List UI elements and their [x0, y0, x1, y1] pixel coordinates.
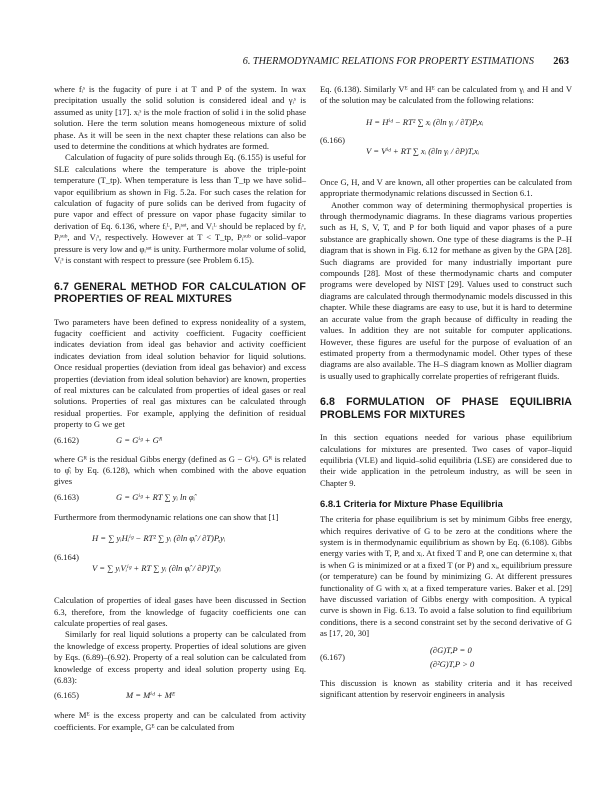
equation-line-2: (∂²G)T,P > 0 — [430, 658, 475, 669]
section-heading-6-7: 6.7 GENERAL METHOD FOR CALCULATION OF PROPERTIES OF REAL MIXTURES — [54, 280, 306, 305]
equation-number: (6.165) — [54, 690, 79, 701]
equation-line-1: (∂G)T,P = 0 — [430, 644, 472, 655]
running-header — [0, 56, 604, 72]
paragraph: Eq. (6.138). Similarly Vᴱ and Hᴱ can be calculated from γᵢ and H and V of the solution may be calculated from the following relations: — [320, 84, 572, 106]
equation-number: (6.164) — [54, 552, 79, 563]
left-column — [54, 84, 306, 733]
paragraph: The criteria for phase equilibrium is set by minimum Gibbs free energy, which requires derivative of G to be zero at the conditions where the system is in thermodynamic equilibrium as shown by Eq. (6.108). Gibbs energy varies with T, P, and xᵢ. At fixed T and P, one can determine xᵢ that is when G is minimized or at a fixed T (or P) and xᵢ, equilibrium pressure (or temperature) can be found by minimizing G. At different pressures functionality of G with xᵢ at a fixed temperature varies. Baker et al. [29] have discussed variation of Gibbs energy with composition. A typical curve is shown in Fig. 6.13. To avoid a false solution to find equilibrium conditions, there is a second constraint set by the second derivative of G as [17, 20, 30] — [320, 514, 572, 639]
equation-body: G = Gⁱᵍ + RT ∑ yᵢ ln φ̂ᵢ — [116, 491, 195, 502]
paragraph: where Mᴱ is the excess property and can be calculated from activity coefficients. For example, Gᴱ can be calculated from — [54, 710, 306, 732]
section-heading-6-8: 6.8 FORMULATION OF PHASE EQUILIBRIA PROBLEMS FOR MIXTURES — [320, 396, 572, 421]
equation-body-h: H = ∑ yᵢHᵢⁱᵍ − RT² ∑ yᵢ (∂ln φ̂ᵢ / ∂T)P,yᵢ — [92, 533, 226, 544]
equation-body-v: V = Vⁱᵈ + RT ∑ xᵢ (∂ln γᵢ / ∂P)T,xᵢ — [366, 145, 480, 156]
equation-6-163 — [54, 492, 306, 508]
equation-6-162 — [54, 435, 306, 450]
equation-body: M = Mⁱᵈ + Mᴱ — [126, 690, 176, 701]
paragraph: Two parameters have been defined to express nonideality of a system, fugacity coefficient and activity coefficient. Fugacity coefficient indicates deviation from ideal gas behavior and activity coefficient indicates deviation from ideal solution behavior for liquid solutions. Once residual properties (deviation from ideal gas behavior) and excess properties (deviation from ideal solution behavior) are known, properties of real mixtures can be calculated from properties of ideal gases or real solutions. Properties of real gas mixtures can be calculated through residual properties. For example, applying the definition of residual property to G we get — [54, 316, 306, 430]
paragraph: where Gᴿ is the residual Gibbs energy (defined as G − Gⁱᵍ). Gᴿ is related to φ̂ᵢ by Eq. (6.128), which when combined with the above equation gives — [54, 453, 306, 487]
paragraph: In this section equations needed for various phase equilibrium calculations for mixtures are presented. Two cases of vapor–liquid equilibria (VLE) and liquid–solid equilibria (LSE) are considered due to their wide application in the petroleum industry, as will be seen in Chapter 9. — [320, 432, 572, 488]
equation-6-167 — [320, 644, 572, 674]
equation-body-v: V = ∑ yᵢVᵢⁱᵍ + RT ∑ yᵢ (∂ln φ̂ᵢ / ∂P)T,yᵢ — [92, 563, 221, 574]
paragraph: Calculation of properties of ideal gases have been discussed in Section 6.3, therefore, from the knowledge of fugacity coefficients one can calculate properties of real gases. — [54, 595, 306, 628]
paragraph: Furthermore from thermodynamic relations one can show that [1] — [54, 511, 279, 522]
right-column — [320, 84, 572, 700]
page-number: 263 — [553, 56, 569, 67]
equation-number: (6.163) — [54, 491, 79, 502]
paragraph: This discussion is known as stability criteria and it has received significant attention by reservoir engineers in analysis — [320, 677, 572, 700]
equation-body: G = Gⁱᵍ + Gᴿ — [116, 434, 163, 445]
paragraph: Once G, H, and V are known, all other properties can be calculated from appropriate thermodynamic relations discussed in Section 6.1. — [320, 176, 572, 199]
paragraph: where fᵢˢ is the fugacity of pure i at T and P of the system. In wax precipitation usually the solid solution is considered ideal and γᵢˢ is assumed as unity [17]. xᵢˢ is the mole fraction of solid i in the solid phase solution. Here the term solution means homogeneous mixture of solid phase. As it will be seen in the next chapter these relations can also be used to determine the conditions at which hydrates are formed. — [54, 84, 306, 152]
paragraph: Calculation of fugacity of pure solids through Eq. (6.155) is useful for SLE calculations where the temperature is above the triple-point temperature (T_tp). When temperature is less than T_tp we have solid–vapor equilibrium as shown in Fig. 5.2a. For such cases the relation for calculation of fugacity of pure solids can be derived from fugacity of pure vapor and effect of pressure on vapor phase fugacity similar to derivation of Eq. 6.136, where fᵢᴸ, Pᵢˢᵃᵗ, and Vᵢᴸ should be replaced by fᵢˢ, Pᵢˢᵘᵇ, and Vᵢˢ, respectively. However at T < T_tp, Pᵢˢᵘᵇ or solid–vapor pressure is very low and φᵢˢᵃᵗ is unity. Furthermore molar volume of solid, Vᵢˢ is constant with respect to pressure (see Problem 6.15). — [54, 152, 306, 266]
running-header-title: 6. THERMODYNAMIC RELATIONS FOR PROPERTY ESTIMATIONS — [242, 56, 534, 67]
subsection-heading-6-8-1: 6.8.1 Criteria for Mixture Phase Equilibria — [320, 498, 503, 510]
equation-6-165 — [54, 690, 306, 706]
equation-body-h: H = Hⁱᵈ − RT² ∑ xᵢ (∂ln γᵢ / ∂T)P,xᵢ — [366, 116, 484, 127]
equation-number: (6.162) — [54, 434, 79, 445]
equation-6-166 — [320, 111, 572, 173]
paragraph: Similarly for real liquid solutions a property can be calculated from the knowledge of excess property. Properties of ideal solutions are given by Eqs. (6.89)–(6.92). Property of a real solution can be calculated from knowledge of excess property and ideal solution property using Eq. (6.83): — [54, 629, 306, 686]
equation-6-164 — [54, 527, 306, 591]
paragraph: Another common way of determining thermophysical properties is through thermodynamic diagrams. In these diagrams various properties such as H, S, V, T, and P for both liquid and vapor phases of a pure substance are graphically shown. One type of these diagrams is the P–H diagram that is shown in Fig. 6.12 for methane as given by the GPA [28]. Such diagrams are provided for many industrially important pure compounds [28]. Most of these thermodynamic charts and computer programs were developed by NIST [29]. Values used to construct such diagrams are calculated through thermodynamic models discussed in this chapter. While these diagrams are easy to use, but it is hard to determine an accurate value from the graph because of difficulty in reading the values. In addition they are not suitable for computer applications. However, these figures are useful for the purpose of evaluation of an estimated property from a thermodynamic model. Other types of these diagrams are also available. The H–S diagram known as Mollier diagram is usually used to graphically correlate properties of refrigerant fluids. — [320, 199, 572, 381]
equation-number: (6.167) — [320, 651, 345, 662]
equation-number: (6.166) — [320, 134, 345, 145]
